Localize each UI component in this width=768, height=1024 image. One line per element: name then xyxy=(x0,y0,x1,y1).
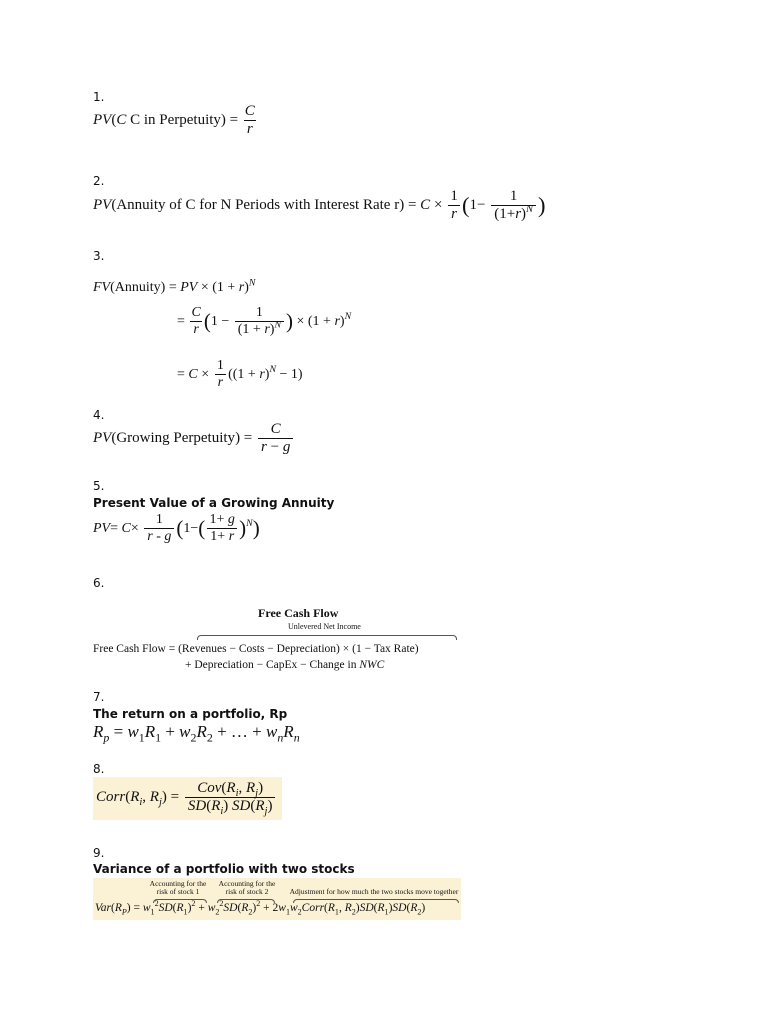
item-heading: Variance of a portfolio with two stocks xyxy=(93,862,355,876)
formula-portfolio-variance: $Var(R_P) = w_1^2SD(R_1)^2 + w_2^2SD(R_2)^2$ + $2w_1w_2Corr(R_1$, $R_2)SD(R_1)SD(R_2)$ xyxy=(95,899,426,917)
variance-note-1: Accounting for the risk of stock 1 xyxy=(149,879,207,896)
item-heading: Present Value of a Growing Annuity xyxy=(93,496,335,510)
formula-growing-perpetuity: PV(Growing Perpetuity) = $\frac{C}{r - g}$ xyxy=(93,421,295,457)
formula-annuity-pv: PV(Annuity of C for N Periods with Interest Rate r) = C × $\frac{1}{r}$ (1− $\frac{1}{(1+r)^N}$ ) xyxy=(93,188,546,223)
fcf-title: Free Cash Flow xyxy=(258,606,339,620)
item-number: 4. xyxy=(93,408,105,422)
variance-highlight xyxy=(93,878,461,920)
fcf-brace xyxy=(197,635,457,640)
item-number: 5. xyxy=(93,479,105,493)
fcf-lhs: Free Cash Flow xyxy=(93,643,166,655)
formula-label: Annuity xyxy=(114,280,161,295)
item-number: 8. xyxy=(93,762,105,776)
item-number: 9. xyxy=(93,846,105,860)
item-number: 1. xyxy=(93,90,105,104)
fcf-formula-line1: Free Cash Flow = (Revenues − Costs − Depreciation) × (1 − Tax Rate) xyxy=(93,643,419,655)
variance-note-3: Adjustment for how much the two stocks move together xyxy=(289,887,459,896)
fcf-line1: (Revenues − Costs − Depreciation) × (1 − Tax Rate) xyxy=(178,643,419,655)
item-heading: The return on a portfolio, Rp xyxy=(93,707,288,721)
fcf-nwc: NWC xyxy=(359,659,385,671)
formula-annuity-fv-line3: = C × $\frac{1}{r}$ $((1 + r)^N - 1)$ xyxy=(177,358,303,391)
item-number: 6. xyxy=(93,576,105,590)
formula-label: Annuity of C for N Periods with Interest Rate r xyxy=(116,197,400,214)
formula-label: C in Perpetuity xyxy=(130,112,221,129)
formula-label: Growing Perpetuity xyxy=(116,430,236,447)
variance-note-2: Accounting for the risk of stock 2 xyxy=(218,879,276,896)
formula-annuity-fv-line2: = $\frac{C}{r}$ (1 − $\frac{1}{(1 + r)^N}$ ) × $(1 + r)^N$ xyxy=(177,305,352,338)
fcf-formula-line2 xyxy=(185,659,384,671)
fcf-line2: + Depreciation − CapEx − Change in xyxy=(185,659,357,671)
formula-portfolio-return: $R_p = w_1R_1 + w_2R_2$ + … + $w_nR_n$ xyxy=(93,722,300,745)
item-number: 3. xyxy=(93,249,105,263)
formula-correlation: $Corr(R_i$, $R_j$) = $\frac{Cov(R_i, R_j)}{SD(R_i) SD(R_j)}$ xyxy=(93,777,282,820)
item-number: 7. xyxy=(93,690,105,704)
formula-growing-annuity: PV= C× $\frac{1}{r - g}$ (1−( $\frac{1+ g}{1+ r}$ )$^N$) xyxy=(93,512,260,545)
formula-annuity-fv-line1: FV(Annuity) = PV × $(1 + r)^N$ xyxy=(93,277,256,295)
formula-perpetuity: PV(C C in Perpetuity) = $\frac{C}{r}$ xyxy=(93,103,255,138)
fcf-brace-label: Unlevered Net Income xyxy=(288,622,361,631)
item-number: 2. xyxy=(93,174,105,188)
